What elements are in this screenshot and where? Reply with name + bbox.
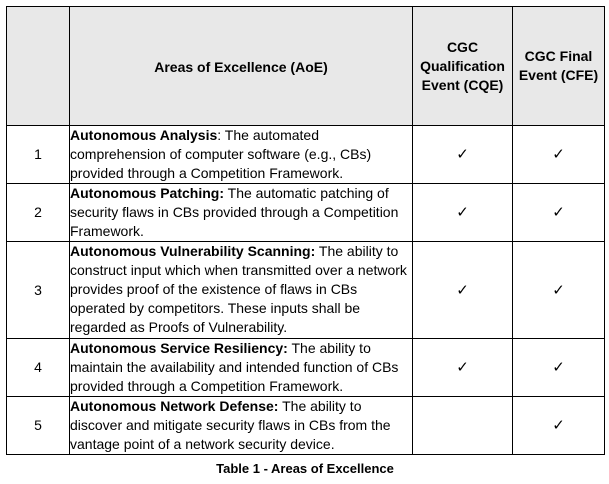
row-title: Autonomous Patching: — [70, 185, 224, 201]
row-title: Autonomous Network Defense: — [70, 398, 279, 414]
row-description — [70, 184, 413, 242]
table-row — [7, 339, 605, 397]
table-row — [7, 242, 605, 339]
table-row — [7, 397, 605, 455]
row-title: Autonomous Service Resiliency: — [70, 340, 288, 356]
table-caption: Table 1 - Areas of Excellence — [216, 461, 394, 476]
cfe-check: ✓ — [513, 126, 605, 184]
row-number: 5 — [7, 397, 70, 455]
row-title: Autonomous Analysis — [70, 127, 218, 143]
row-number: 1 — [7, 126, 70, 184]
cqe-check: ✓ — [413, 339, 513, 397]
cqe-check: ✓ — [413, 126, 513, 184]
row-number: 4 — [7, 339, 70, 397]
row-text: The automatic patching of security flaws in CBs provided through a Competition Framework. — [70, 185, 399, 239]
row-text: : The automated comprehension of computer software (e.g., CBs) provided through a Competition Framework. — [70, 127, 372, 181]
row-description — [70, 126, 413, 184]
cfe-check: ✓ — [513, 184, 605, 242]
header-number-cell — [7, 7, 70, 126]
header-cfe: CGC Final Event (CFE) — [513, 7, 605, 126]
row-text: The ability to construct input which when transmitted over a network provides proof of the existence of flaws in CBs operated by competitors. These inputs shall be regarded as Proofs of Vulnerability. — [70, 243, 407, 335]
row-title: Autonomous Vulnerability Scanning: — [70, 243, 316, 259]
row-number: 3 — [7, 242, 70, 339]
table-header-row — [7, 7, 605, 126]
table-row — [7, 184, 605, 242]
cfe-check: ✓ — [513, 242, 605, 339]
row-description — [70, 397, 413, 455]
cqe-check: ✓ — [413, 184, 513, 242]
header-cqe: CGC Qualification Event (CQE) — [413, 7, 513, 126]
table-row — [7, 126, 605, 184]
row-text: The ability to discover and mitigate security flaws in CBs from the vantage point of a network security device. — [70, 398, 391, 452]
row-text: The ability to maintain the availability and intended function of CBs provided through a Competition Framework. — [70, 340, 399, 394]
row-number: 2 — [7, 184, 70, 242]
row-description — [70, 339, 413, 397]
areas-of-excellence-table — [6, 6, 605, 455]
cfe-check: ✓ — [513, 339, 605, 397]
cfe-check: ✓ — [513, 397, 605, 455]
cqe-check — [413, 397, 513, 455]
row-description — [70, 242, 413, 339]
header-aoe: Areas of Excellence (AoE) — [70, 7, 413, 126]
cqe-check: ✓ — [413, 242, 513, 339]
